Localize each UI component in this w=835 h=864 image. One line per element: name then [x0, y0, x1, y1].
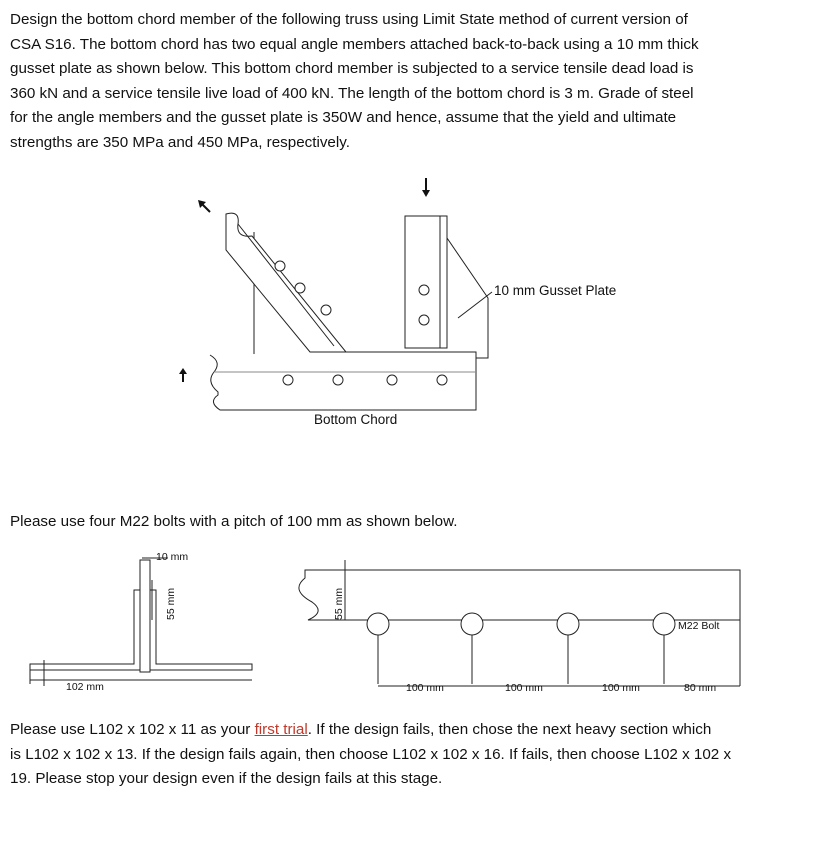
gusset-section: [140, 560, 150, 672]
bolt-hole: [295, 283, 305, 293]
problem-line: gusset plate as shown below. This bottom chord member is subjected to a service tensile dead load is: [10, 60, 694, 78]
problem-line: CSA S16. The bottom chord has two equal angle members attached back-to-back using a 10 mm thick: [10, 35, 699, 53]
bolt-hole: [321, 305, 331, 315]
bolt-hole: [333, 375, 343, 385]
pitch-label: 100 mm: [602, 682, 640, 694]
thickness-label: 10 mm: [156, 551, 189, 563]
leg-width-label: 102 mm: [66, 681, 104, 693]
bolt-hole: [461, 613, 483, 635]
pitch-label: 100 mm: [505, 682, 543, 694]
bolt-label: M22 Bolt: [678, 620, 720, 632]
problem-line: Design the bottom chord member of the following truss using Limit State method of current version of: [10, 11, 688, 28]
end-distance-label: 80 mm: [684, 682, 717, 694]
problem-line: for the angle members and the gusset plate is 350W and hence, assume that the yield and ultimate: [10, 109, 677, 127]
bolt-hole: [437, 375, 447, 385]
bolt-hole: [419, 285, 429, 295]
vertical-member-angle: [405, 216, 447, 348]
diagonal-arrow-icon: [202, 204, 210, 212]
bolt-hole: [557, 613, 579, 635]
gauge-label-left: 55 mm: [165, 587, 177, 620]
trials-line-2: is L102 x 102 x 13. If the design fails again, then choose L102 x 102 x 16. If fails, then choose L102 x 102 x: [10, 745, 732, 763]
left-angle-section: [30, 590, 140, 670]
chord-plate: [299, 570, 740, 620]
problem-line: strengths are 350 MPa and 450 MPa, respectively.: [10, 133, 350, 151]
first-trial-link[interactable]: first trial: [254, 721, 308, 738]
trials-line-1: Please use L102 x 102 x 11 as your first trial. If the design fails, then chose the next heavy section which: [10, 721, 712, 738]
bottom-chord-label: Bottom Chord: [314, 412, 398, 427]
bolt-pattern-figure: [0, 535, 835, 705]
bolt-hole: [653, 613, 675, 635]
bolt-hole: [419, 315, 429, 325]
trial-sections-text: [10, 718, 825, 792]
bolt-hole: [275, 261, 285, 271]
trials-line-3: 19. Please stop your design even if the design fails at this stage.: [10, 770, 443, 788]
diagonal-member-angle: [226, 213, 346, 352]
bolt-hole: [283, 375, 293, 385]
pitch-label: 100 mm: [406, 682, 444, 694]
gauge-label-right: 55 mm: [333, 587, 345, 620]
problem-line: 360 kN and a service tensile live load of 400 kN. The length of the bottom chord is 3 m. Grade of steel: [10, 84, 694, 102]
bolt-hole: [387, 375, 397, 385]
bolt-hole: [367, 613, 389, 635]
gusset-plate-label: 10 mm Gusset Plate: [494, 283, 617, 298]
bolts-instruction: Please use four M22 bolts with a pitch of 100 mm as shown below.: [10, 513, 458, 530]
